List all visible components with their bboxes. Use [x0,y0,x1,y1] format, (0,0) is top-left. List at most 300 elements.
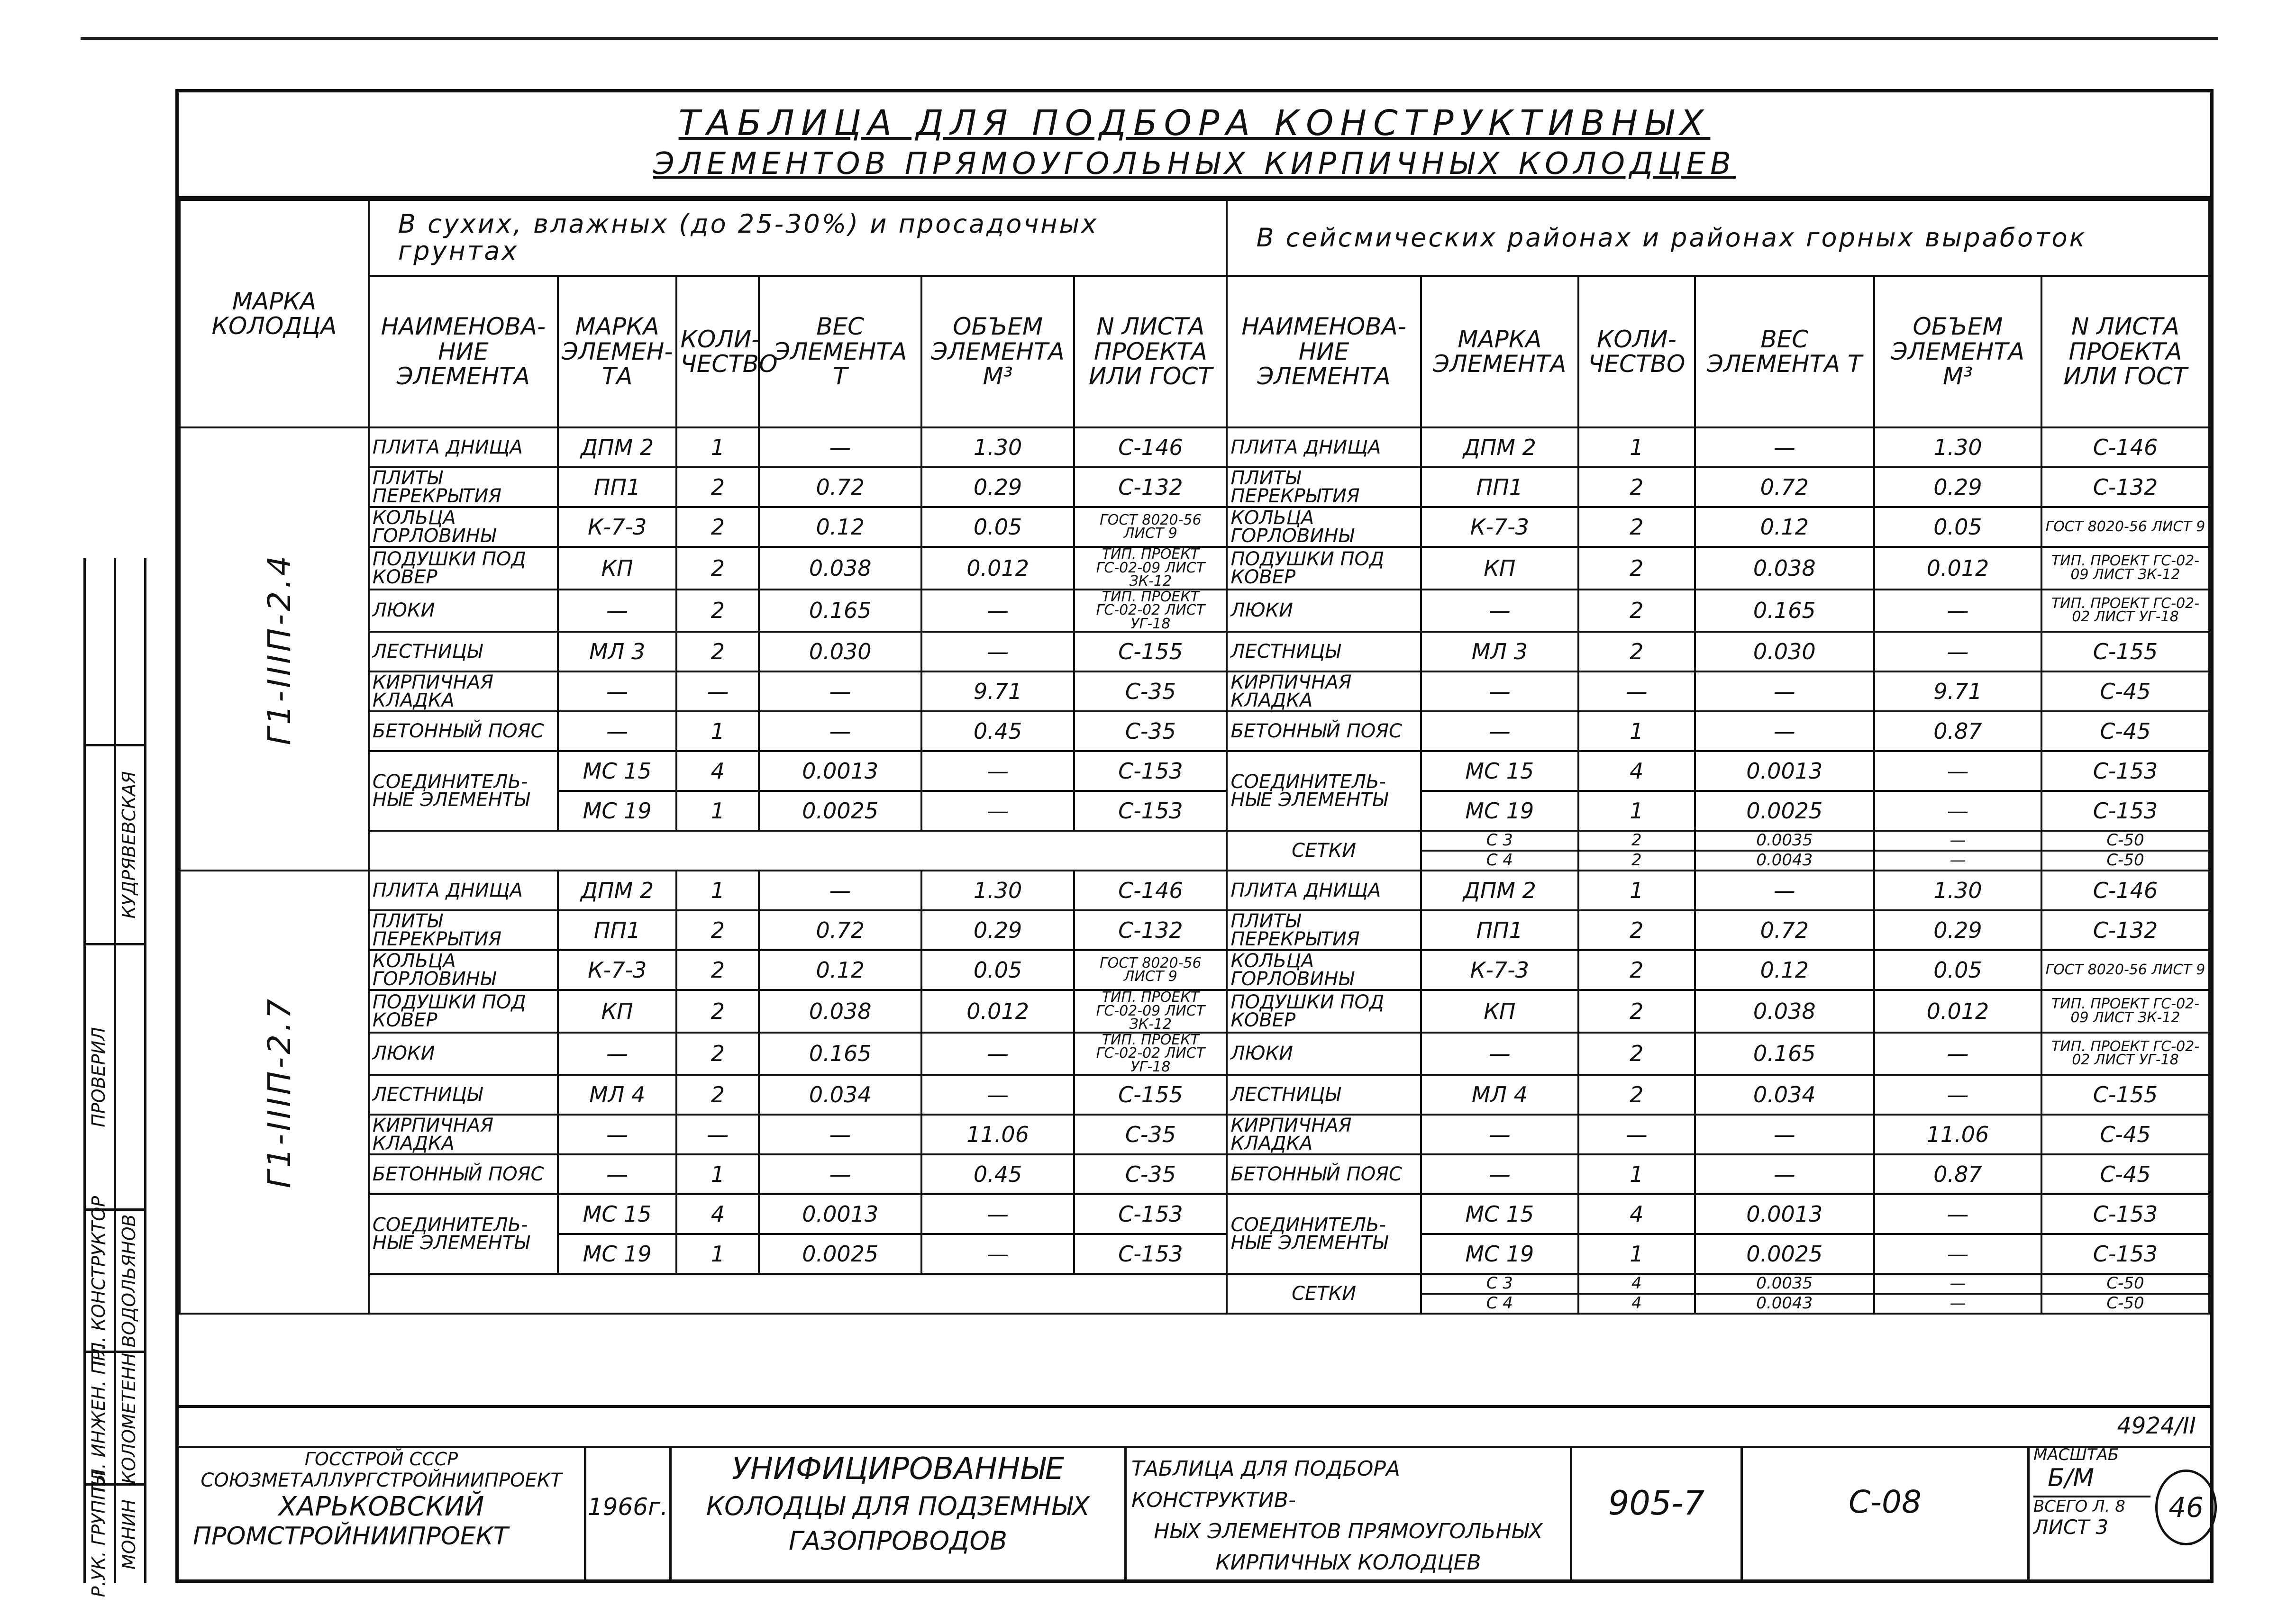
col-header-seismic-3: ВЕС ЭЛЕМЕНТА Т [1695,276,1874,427]
value-cell: С-132 [1074,467,1227,507]
value-cell: — [558,1033,677,1075]
value-cell: — [1695,871,1874,910]
table-row [180,751,2209,791]
side-stamp-name-label: КУДРЯВЕВСКАЯ [118,771,139,919]
col-header-seismic-1: МАРКА ЭЛЕМЕНТА [1421,276,1578,427]
value-cell: С-153 [2041,751,2209,791]
table-row [180,467,2209,507]
element-name-cell: КОЛЬЦА ГОРЛОВИНЫ [369,950,558,990]
element-name-cell: ПЛИТЫ ПЕРЕКРЫТИЯ [1227,467,1421,507]
header-region-seismic: В сейсмических районах и районах горных выработок [1227,200,2209,276]
table-row [180,590,2209,632]
well-brand [180,871,369,1314]
value-cell: ПП1 [1421,467,1578,507]
element-name-cell: БЕТОННЫЙ ПОЯС [369,1154,558,1194]
value-cell: 4 [1578,1194,1695,1234]
table-title [179,92,2210,199]
empty-cell [369,831,1227,871]
value-cell: 2 [1578,1075,1695,1115]
table-row [180,547,2209,590]
col-header-dry-5: N ЛИСТА ПРОЕКТА ИЛИ ГОСТ [1074,276,1227,427]
col-header-seismic-5: N ЛИСТА ПРОЕКТА ИЛИ ГОСТ [2041,276,2209,427]
value-cell: — [921,590,1074,632]
value-cell: С-35 [1074,671,1227,711]
total-sheets: ВСЕГО Л. 8 [2033,1496,2150,1516]
table-row [180,1115,2209,1154]
element-name-cell: КОЛЬЦА ГОРЛОВИНЫ [1227,507,1421,547]
value-cell: С-50 [2041,851,2209,871]
org-line-4: ПРОМСТРОЙНИИПРОЕКТ [193,1522,509,1551]
year-cell [586,1446,672,1579]
table-row [180,507,2209,547]
value-cell: С-45 [2041,1115,2209,1154]
table-row [180,1033,2209,1075]
value-cell: 0.012 [1874,990,2041,1033]
table-row [180,1154,2209,1194]
side-stamp-role-label: Р.УК. ГРУППЫ [88,1471,109,1597]
value-cell: С-50 [2041,831,2209,851]
value-cell: — [759,1154,921,1194]
value-cell: С-132 [2041,910,2209,950]
side-stamp-name [114,744,144,943]
value-cell: 2 [1578,547,1695,590]
org-cell [179,1446,586,1579]
value-cell: 0.0013 [1695,751,1874,791]
value-cell: 2 [1578,590,1695,632]
value-cell: 2 [676,590,759,632]
element-name-cell: ПОДУШКИ ПОД КОВЕР [1227,990,1421,1033]
element-name-cell: ПЛИТЫ ПЕРЕКРЫТИЯ [369,910,558,950]
value-cell: 0.038 [759,990,921,1033]
table-row [180,871,2209,910]
value-cell: 2 [1578,950,1695,990]
sheet-number: ЛИСТ 3 [2033,1515,2109,1539]
element-name-cell: СОЕДИНИТЕЛЬ-НЫЕ ЭЛЕМЕНТЫ [1227,1194,1421,1274]
value-cell: 2 [676,507,759,547]
value-cell: 2 [676,990,759,1033]
value-cell: — [1421,1115,1578,1154]
value-cell: — [1695,1115,1874,1154]
value-cell: 2 [676,467,759,507]
sheet-code: 4924/II [2117,1413,2196,1439]
value-cell: С-45 [2041,1154,2209,1194]
value-cell: 1.30 [1874,871,2041,910]
value-cell: 4 [1578,1294,1695,1314]
value-cell: 2 [1578,990,1695,1033]
side-stamp-name [114,943,144,1208]
value-cell: — [1421,711,1578,751]
value-cell: МЛ 3 [558,632,677,671]
value-cell: С-155 [2041,1075,2209,1115]
side-stamp-role-label: ПРОВЕРИЛ [88,1026,109,1127]
value-cell: — [1874,632,2041,671]
value-cell: — [759,427,921,467]
value-cell: 0.034 [759,1075,921,1115]
value-cell: 0.72 [1695,910,1874,950]
value-cell: — [558,590,677,632]
value-cell: 0.0013 [759,751,921,791]
value-cell: 11.06 [921,1115,1074,1154]
value-cell: 4 [1578,751,1695,791]
table-row [180,950,2209,990]
value-cell: 0.0043 [1695,851,1874,871]
value-cell: С-146 [2041,427,2209,467]
sheet-title-line-2: НЫХ ЭЛЕМЕНТОВ ПРЯМОУГОЛЬНЫХ [1154,1519,1543,1543]
value-cell: ПП1 [558,467,677,507]
value-cell: — [1874,1274,2041,1294]
value-cell: — [558,671,677,711]
value-cell: — [921,751,1074,791]
element-name-cell: ЛЮКИ [369,1033,558,1075]
value-cell: ТИП. ПРОЕКТ ГС-02-02 ЛИСТ УГ-18 [1074,1033,1227,1075]
table-row [180,910,2209,950]
table-row [180,1194,2209,1234]
value-cell: 2 [1578,467,1695,507]
element-name-cell: ПОДУШКИ ПОД КОВЕР [1227,547,1421,590]
table-row [180,831,2209,851]
value-cell: 1 [1578,871,1695,910]
value-cell: КП [1421,547,1578,590]
empty-cell [369,1274,1227,1314]
value-cell: С-155 [1074,1075,1227,1115]
value-cell: 0.0025 [1695,791,1874,831]
value-cell: — [921,1033,1074,1075]
scale-label: МАСШТАБ [2033,1445,2119,1464]
value-cell: 0.45 [921,711,1074,751]
value-cell: 1.30 [1874,427,2041,467]
value-cell: МС 15 [1421,1194,1578,1234]
value-cell: С-146 [1074,427,1227,467]
value-cell: 2 [1578,1033,1695,1075]
table-row [180,632,2209,671]
value-cell: К-7-3 [558,507,677,547]
col-header-dry-1: МАРКА ЭЛЕМЕН-ТА [558,276,677,427]
element-name-cell: ЛЕСТНИЦЫ [369,632,558,671]
side-stamp-role [83,1196,114,1366]
element-name-cell: КОЛЬЦА ГОРЛОВИНЫ [1227,950,1421,990]
table-row [180,711,2209,751]
value-cell: — [921,1194,1074,1234]
value-cell: ГОСТ 8020-56 ЛИСТ 9 [1074,950,1227,990]
value-cell: 2 [676,632,759,671]
value-cell: 0.165 [759,590,921,632]
value-cell: С-153 [2041,1194,2209,1234]
elements-table [179,199,2210,1315]
side-approval-stamp [83,558,175,1597]
value-cell: 0.012 [921,547,1074,590]
element-name-cell: КОЛЬЦА ГОРЛОВИНЫ [369,507,558,547]
value-cell: — [1874,1033,2041,1075]
value-cell: К-7-3 [1421,507,1578,547]
value-cell: 1 [1578,1234,1695,1274]
value-cell: 2 [1578,851,1695,871]
value-cell: 1 [676,711,759,751]
value-cell: — [1874,791,2041,831]
element-name-cell: ПОДУШКИ ПОД КОВЕР [369,990,558,1033]
value-cell: С 3 [1421,1274,1578,1294]
header-brand: МАРКА КОЛОДЦА [180,200,369,427]
value-cell: С-153 [1074,751,1227,791]
value-cell: С-146 [2041,871,2209,910]
value-cell: — [759,871,921,910]
value-cell: 0.012 [1874,547,2041,590]
org-line-3: ХАРЬКОВСКИЙ [278,1491,484,1522]
value-cell: — [1421,671,1578,711]
element-name-cell: БЕТОННЫЙ ПОЯС [1227,1154,1421,1194]
drawing-cell [1743,1446,2027,1579]
value-cell: — [1421,1033,1578,1075]
value-cell: МС 15 [558,1194,677,1234]
value-cell: 1 [1578,711,1695,751]
value-cell: 0.165 [759,1033,921,1075]
element-name-cell: КИРПИЧНАЯ КЛАДКА [369,671,558,711]
value-cell: 0.45 [921,1154,1074,1194]
element-name-cell: КИРПИЧНАЯ КЛАДКА [1227,671,1421,711]
value-cell: — [1874,1075,2041,1115]
value-cell: — [1421,1154,1578,1194]
header-region-dry: В сухих, влажных (до 25-30%) и просадочных грунтах [369,200,1227,276]
value-cell: С-153 [2041,791,2209,831]
value-cell: 4 [1578,1274,1695,1294]
title-block [179,1405,2210,1579]
value-cell: — [1874,590,2041,632]
value-cell: 1 [1578,427,1695,467]
value-cell: 9.71 [921,671,1074,711]
value-cell: 0.012 [921,990,1074,1033]
value-cell: ТИП. ПРОЕКТ ГС-02-02 ЛИСТ УГ-18 [1074,590,1227,632]
value-cell: 1 [676,1154,759,1194]
value-cell: 0.0025 [759,1234,921,1274]
value-cell: 0.0013 [759,1194,921,1234]
col-header-dry-3: ВЕС ЭЛЕМЕНТА Т [759,276,921,427]
value-cell: МС 19 [1421,1234,1578,1274]
side-stamp-role-label: ГЛ. КОНСТРУКТОР [88,1196,109,1366]
value-cell: 0.0025 [759,791,921,831]
value-cell: ТИП. ПРОЕКТ ГС-02-09 ЛИСТ ЗК-12 [1074,547,1227,590]
side-stamp-role [83,1471,114,1597]
col-header-seismic-4: ОБЪЕМ ЭЛЕМЕНТА М³ [1874,276,2041,427]
value-cell: — [921,1234,1074,1274]
scale-value: Б/М [2048,1464,2095,1493]
value-cell: — [1695,671,1874,711]
value-cell: 2 [1578,910,1695,950]
value-cell: С-146 [1074,871,1227,910]
side-stamp-name-label: КОЛОМЕТЕНН [118,1352,139,1484]
value-cell: — [1695,427,1874,467]
value-cell: ГОСТ 8020-56 ЛИСТ 9 [2041,950,2209,990]
value-cell: С-50 [2041,1274,2209,1294]
element-name-cell: ЛЕСТНИЦЫ [1227,632,1421,671]
value-cell: 2 [676,950,759,990]
value-cell: 1.30 [921,871,1074,910]
value-cell: — [921,1075,1074,1115]
value-cell: ПП1 [558,910,677,950]
value-cell: — [759,671,921,711]
element-name-cell: БЕТОННЫЙ ПОЯС [1227,711,1421,751]
value-cell: ТИП. ПРОЕКТ ГС-02-09 ЛИСТ ЗК-12 [2041,990,2209,1033]
value-cell: 0.034 [1695,1075,1874,1115]
value-cell: — [759,711,921,751]
value-cell: С-155 [2041,632,2209,671]
value-cell: 0.72 [759,467,921,507]
element-name-cell: СЕТКИ [1227,831,1421,871]
series-number: 905-7 [1608,1484,1705,1523]
well-brand-label: Г1-IIIП-2.4 [261,553,298,745]
value-cell: 0.038 [1695,547,1874,590]
org-line-1: ГОССТРОЙ СССР [304,1449,458,1470]
value-cell: — [558,1154,677,1194]
value-cell: 0.87 [1874,711,2041,751]
value-cell: С-132 [1074,910,1227,950]
value-cell: 0.29 [1874,467,2041,507]
project-cell [672,1446,1127,1579]
value-cell: 0.030 [759,632,921,671]
element-name-cell: ПЛИТЫ ПЕРЕКРЫТИЯ [1227,910,1421,950]
value-cell: — [1874,1194,2041,1234]
value-cell: 0.05 [1874,507,2041,547]
element-name-cell: ПЛИТЫ ПЕРЕКРЫТИЯ [369,467,558,507]
value-cell: ТИП. ПРОЕКТ ГС-02-02 ЛИСТ УГ-18 [2041,1033,2209,1075]
element-name-cell: СЕТКИ [1227,1274,1421,1314]
side-stamp-name [114,1351,144,1483]
value-cell: 0.0025 [1695,1234,1874,1274]
value-cell: 2 [676,910,759,950]
value-cell: 9.71 [1874,671,2041,711]
value-cell: С-35 [1074,1115,1227,1154]
element-name-cell: БЕТОННЫЙ ПОЯС [369,711,558,751]
value-cell: 0.0035 [1695,831,1874,851]
element-name-cell: ПЛИТА ДНИЩА [369,427,558,467]
value-cell: С-153 [1074,1234,1227,1274]
side-stamp-name-label: ВОДОЛЬЯНОВ [118,1214,139,1348]
value-cell: 0.12 [759,507,921,547]
side-stamp-column-line [144,558,146,1583]
value-cell: ТИП. ПРОЕКТ ГС-02-09 ЛИСТ ЗК-12 [2041,547,2209,590]
value-cell: МЛ 4 [1421,1075,1578,1115]
side-stamp-name [114,1208,144,1351]
col-header-dry-2: КОЛИ-ЧЕСТВО [676,276,759,427]
value-cell: 1 [676,871,759,910]
value-cell: 2 [1578,507,1695,547]
value-cell: 1.30 [921,427,1074,467]
value-cell: 2 [1578,831,1695,851]
value-cell: 0.038 [759,547,921,590]
side-stamp-role [83,1344,114,1492]
value-cell: МС 15 [558,751,677,791]
value-cell: МС 19 [558,1234,677,1274]
value-cell: КП [558,547,677,590]
value-cell: 0.0035 [1695,1274,1874,1294]
sheet-title-line-1: ТАБЛИЦА ДЛЯ ПОДБОРА КОНСТРУКТИВ- [1131,1457,1400,1512]
value-cell: 11.06 [1874,1115,2041,1154]
well-brand-label: Г1-IIIП-2.7 [261,996,298,1189]
value-cell: ГОСТ 8020-56 ЛИСТ 9 [1074,507,1227,547]
value-cell: С-35 [1074,711,1227,751]
value-cell: 0.0013 [1695,1194,1874,1234]
value-cell: С-45 [2041,711,2209,751]
value-cell: 2 [676,1075,759,1115]
value-cell: 2 [676,1033,759,1075]
value-cell: — [1421,590,1578,632]
value-cell: 0.05 [921,507,1074,547]
well-brand [180,427,369,871]
table-row [180,671,2209,711]
table-row [180,1075,2209,1115]
project-line-2: КОЛОДЦЫ ДЛЯ ПОДЗЕМНЫХ [706,1491,1090,1522]
element-name-cell: ЛЮКИ [369,590,558,632]
sheet-title-line-3: КИРПИЧНЫХ КОЛОДЦЕВ [1215,1551,1481,1575]
value-cell: С 4 [1421,851,1578,871]
value-cell: КП [1421,990,1578,1033]
value-cell: 0.030 [1695,632,1874,671]
value-cell: — [921,791,1074,831]
value-cell: 0.12 [1695,950,1874,990]
series-cell [1572,1446,1743,1579]
value-cell: 0.038 [1695,990,1874,1033]
drawing-number: С-08 [1849,1484,1922,1520]
value-cell: — [558,1115,677,1154]
value-cell: — [1874,1294,2041,1314]
value-cell: ДПМ 2 [558,871,677,910]
value-cell: 0.0043 [1695,1294,1874,1314]
scale-cell [2027,1446,2150,1579]
value-cell: С-153 [1074,1194,1227,1234]
title-line-2: ЭЛЕМЕНТОВ ПРЯМОУГОЛЬНЫХ КИРПИЧНЫХ КОЛОДЦЕВ [653,146,1736,181]
value-cell: — [676,671,759,711]
value-cell: МС 19 [558,791,677,831]
side-stamp-name [114,1483,144,1583]
value-cell: 0.29 [1874,910,2041,950]
year: 1966г. [587,1493,668,1521]
value-cell: С-132 [2041,467,2209,507]
value-cell: 0.72 [1695,467,1874,507]
value-cell: 0.05 [921,950,1074,990]
drawing-sheet [175,89,2214,1583]
top-rule [81,37,2218,40]
element-name-cell: ПОДУШКИ ПОД КОВЕР [369,547,558,590]
value-cell: 2 [676,547,759,590]
value-cell: 4 [676,751,759,791]
element-name-cell: СОЕДИНИТЕЛЬ-НЫЕ ЭЛЕМЕНТЫ [1227,751,1421,831]
value-cell: 0.87 [1874,1154,2041,1194]
value-cell: С-35 [1074,1154,1227,1194]
element-name-cell: СОЕДИНИТЕЛЬ-НЫЕ ЭЛЕМЕНТЫ [369,1194,558,1274]
value-cell: — [1695,1154,1874,1194]
value-cell: 0.29 [921,910,1074,950]
value-cell: ТИП. ПРОЕКТ ГС-02-09 ЛИСТ ЗК-12 [1074,990,1227,1033]
value-cell: МЛ 4 [558,1075,677,1115]
table-row [180,427,2209,467]
value-cell: ГОСТ 8020-56 ЛИСТ 9 [2041,507,2209,547]
side-stamp-role-label: ГЛ. ИНЖЕН. ПР. [88,1344,109,1492]
value-cell: 0.05 [1874,950,2041,990]
value-cell: МС 19 [1421,791,1578,831]
value-cell: ТИП. ПРОЕКТ ГС-02-02 ЛИСТ УГ-18 [2041,590,2209,632]
side-stamp-role [83,744,114,943]
value-cell: 0.12 [1695,507,1874,547]
value-cell: 1 [676,1234,759,1274]
element-name-cell: ЛЕСТНИЦЫ [369,1075,558,1115]
value-cell: 0.72 [759,910,921,950]
value-cell: — [1874,851,2041,871]
value-cell: 0.165 [1695,1033,1874,1075]
value-cell: ПП1 [1421,910,1578,950]
value-cell: 0.12 [759,950,921,990]
col-header-seismic-0: НАИМЕНОВА-НИЕ ЭЛЕМЕНТА [1227,276,1421,427]
value-cell: 4 [676,1194,759,1234]
value-cell: — [1874,831,2041,851]
side-stamp-name-label: МОНИН [118,1499,139,1570]
